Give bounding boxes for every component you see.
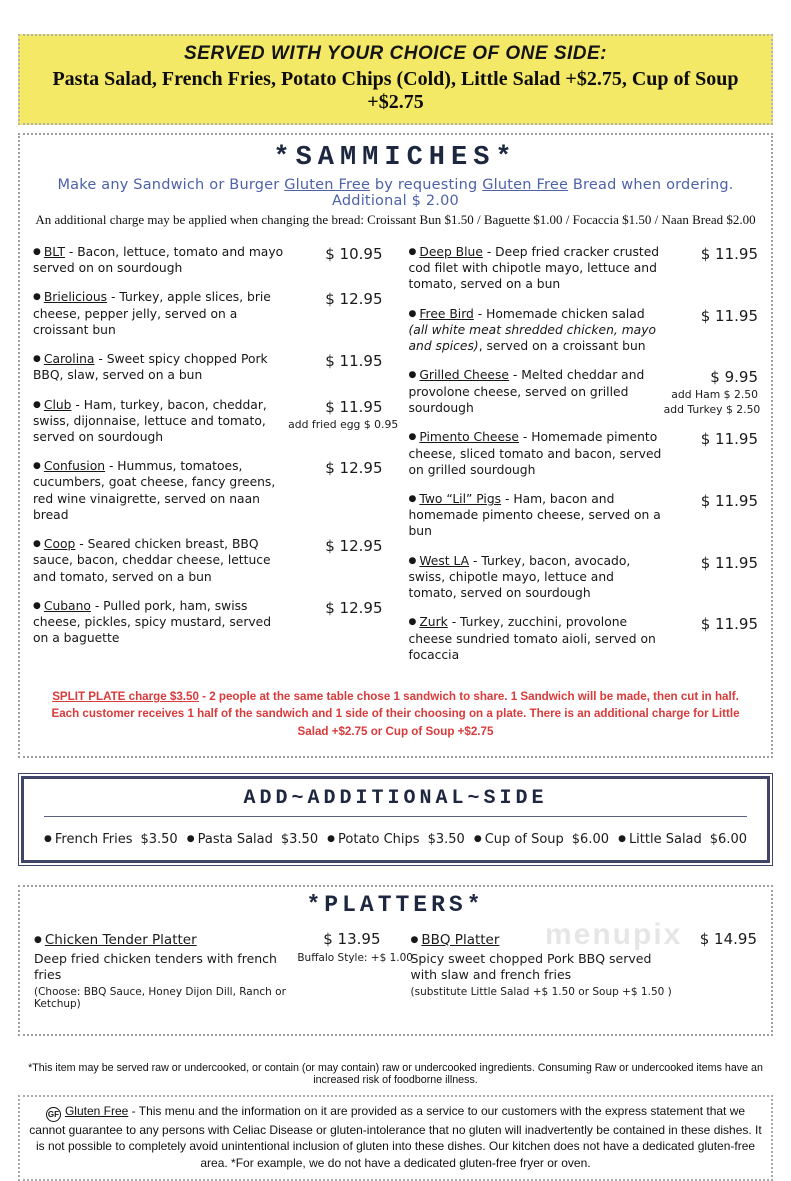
menu-item-price-col (288, 289, 382, 338)
item-desc: - Turkey, zucchini, provolone cheese sundried tomato aioli, served on focaccia (408, 615, 656, 662)
side-price: $3.50 (280, 832, 319, 848)
gluten-free-link-text: Gluten Free (482, 177, 569, 193)
item-desc: - Melted cheddar and provolone cheese, served on grilled sourdough (408, 368, 645, 415)
item-addon-note: add Ham $ 2.50 (671, 388, 758, 402)
side-item (44, 832, 178, 847)
item-desc-after: , served on a croissant bun (478, 339, 646, 354)
bullet-icon: ● (618, 834, 626, 845)
platter-price-col (297, 929, 413, 1010)
menu-item-text (409, 367, 664, 416)
menu-column-left (33, 244, 399, 676)
item-desc: - Sweet spicy chopped Pork BBQ, slaw, served on a bun (33, 352, 268, 383)
menu-item-text (409, 429, 664, 478)
menu-item-price-col (664, 491, 758, 540)
menu-item-text (409, 306, 664, 355)
bullet-icon: ● (33, 247, 41, 257)
menu-item (33, 397, 399, 446)
item-name: Free Bird (419, 306, 474, 321)
item-price: $ 11.95 (700, 553, 758, 572)
side-price: $3.50 (427, 832, 465, 848)
item-price: $ 10.95 (325, 245, 383, 263)
item-price: $ 12.95 (325, 537, 383, 556)
item-price: $ 11.95 (325, 397, 383, 416)
platter-sub-note: (Choose: BBQ Sauce, Honey Dijon Dill, Ranch or Ketchup) (34, 985, 286, 1010)
item-name: Brielicious (43, 290, 108, 305)
menu-item-text (33, 397, 288, 446)
bullet-icon: ● (408, 308, 417, 319)
item-desc: - Ham, turkey, bacon, cheddar, swiss, dijonnaise, lettuce and tomato, served on sourdough (33, 397, 267, 444)
menu-item-text (409, 614, 664, 663)
item-desc: - Hummus, tomatoes, cucumbers, goat cheese, fancy greens, red wine vinaigrette, served on naan bread (33, 459, 276, 522)
item-name: Coop (43, 537, 76, 552)
menu-item (33, 351, 383, 383)
menu-item-price-col (663, 367, 761, 417)
bullet-icon: ● (44, 834, 52, 845)
platters-list (34, 929, 757, 1010)
item-name: Zurk (419, 615, 448, 630)
side-label: Little Salad (628, 832, 702, 848)
item-desc: - Bacon, lettuce, tomato and mayo served on on sourdough (33, 245, 284, 276)
item-name: Cubano (43, 598, 91, 613)
raw-food-disclaimer: *This item may be served raw or undercooked, or contain (or may contain) raw or undercooked ingredients. Consuming Raw or undercooked items have an increased risk of foodborne illness. (28, 1061, 763, 1086)
side-item (474, 832, 609, 847)
platter-price: $ 13.95 (323, 930, 381, 949)
menu-column-right (409, 244, 759, 676)
gluten-free-label: Gluten Free (64, 1103, 129, 1118)
bullet-icon: ● (408, 432, 417, 443)
item-price: $ 11.95 (700, 306, 758, 325)
item-desc: - Homemade chicken salad (477, 306, 645, 321)
menu-item (409, 429, 759, 478)
banner-title: SERVED WITH YOUR CHOICE OF ONE SIDE: (183, 43, 608, 64)
banner-side-options: Pasta Salad, French Fries, Potato Chips (Cold), Little Salad +$2.75, Cup of Soup +$2.75 (52, 68, 739, 113)
item-desc: - Ham, bacon and homemade pimento cheese, served on a bun (408, 491, 661, 539)
item-price: $ 9.95 (710, 368, 758, 387)
item-price: $ 11.95 (700, 430, 758, 449)
menu-item (409, 553, 759, 602)
menu-item (33, 458, 383, 523)
menu-item-text (33, 244, 288, 276)
bullet-icon: ● (408, 555, 417, 566)
item-desc: - Turkey, apple slices, brie cheese, pepper jelly, served on a croissant bun (33, 290, 271, 337)
additional-side-title: ADD~ADDITIONAL~SIDE (243, 787, 548, 811)
menu-item-price-col (288, 458, 382, 523)
bullet-icon: ● (33, 600, 41, 611)
item-name: BLT (43, 245, 65, 259)
side-label: Cup of Soup (484, 832, 564, 848)
menu-item-price-col (288, 244, 382, 276)
side-choice-banner (18, 34, 773, 125)
platter-addon-note: Buffalo Style: +$ 1.00 (297, 952, 413, 965)
bullet-icon: ● (408, 370, 417, 381)
menu-item-price-col (288, 598, 382, 647)
split-plate-text: - 2 people at the same table chose 1 sandwich to share. 1 Sandwich will be made, then cut in half. Each customer receives 1 half of the sandwich and 1 side of their choosing on a plate. There is an additional charge for Little Salad +$2.75 or Cup of Soup +$2.75 (51, 689, 740, 738)
item-addon-note: add Turkey $ 2.50 (663, 403, 761, 417)
item-addon-note: add fried egg $ 0.95 (288, 417, 399, 431)
side-label: French Fries (54, 832, 133, 848)
item-name: Carolina (43, 352, 95, 367)
menu-item-price-col (288, 351, 382, 383)
item-price: $ 11.95 (325, 352, 383, 371)
gluten-free-line (33, 177, 758, 209)
bullet-icon: ● (473, 834, 482, 845)
item-name: Club (43, 397, 72, 412)
gluten-free-disclaimer-box (18, 1095, 773, 1181)
platter-text (34, 929, 297, 1010)
bullet-icon: ● (327, 834, 336, 845)
menu-item-price-col (664, 429, 758, 478)
menu-item-price-col (664, 306, 758, 355)
additional-side-inner (21, 776, 770, 863)
split-plate-note (37, 688, 754, 740)
platter-price-col (674, 929, 757, 1010)
side-item (327, 832, 465, 847)
item-name: West LA (419, 553, 470, 568)
item-price: $ 12.95 (325, 598, 383, 617)
menu-item (409, 244, 759, 293)
menu-item-text (33, 598, 288, 647)
platter-item (34, 929, 413, 1010)
menu-item (33, 244, 383, 276)
side-item (187, 832, 318, 847)
item-price: $ 11.95 (700, 491, 758, 510)
sides-list (44, 832, 747, 847)
sammiches-section (18, 133, 773, 758)
bullet-icon: ● (408, 493, 417, 504)
menu-item-text (409, 244, 664, 293)
menu-item (33, 598, 383, 647)
bullet-icon: ● (33, 539, 41, 550)
menu-item-price-col (664, 614, 758, 663)
platter-text (411, 929, 674, 1010)
item-desc: - Pulled pork, ham, swiss cheese, pickles, spicy mustard, served on a baguette (33, 598, 272, 646)
side-item (618, 832, 747, 847)
additional-side-section (18, 773, 773, 866)
platter-item (411, 929, 758, 1010)
gluten-free-link-text: Gluten Free (284, 177, 371, 193)
item-desc: - Deep fried cracker crusted cod filet with chipotle mayo, lettuce and tomato, served on a bun (408, 245, 660, 292)
menu-item (409, 367, 759, 416)
menu-item-text (409, 553, 664, 602)
platter-name: Chicken Tender Platter (44, 932, 197, 949)
item-name: Deep Blue (419, 245, 483, 259)
bullet-icon: ● (410, 935, 419, 946)
item-price: $ 11.95 (700, 615, 758, 634)
platters-section (18, 885, 773, 1036)
bullet-icon: ● (33, 461, 41, 472)
bullet-icon: ● (33, 292, 41, 303)
platter-sub-note: (substitute Little Salad +$ 1.50 or Soup +$ 1.50 ) (410, 985, 672, 998)
menu-item-price-col (288, 397, 399, 446)
gluten-line-text: Bread when ordering. Additional $ 2.00 (332, 177, 734, 209)
item-name: Two “Lil” Pigs (419, 491, 502, 506)
side-price: $6.00 (709, 832, 747, 848)
side-price: $6.00 (571, 832, 609, 848)
split-plate-charge: SPLIT PLATE charge $3.50 (52, 689, 199, 703)
platter-name: BBQ Platter (421, 932, 500, 949)
menu-item-price-col (288, 536, 382, 585)
menu-item-price-col (664, 244, 758, 293)
sammiches-title: *SAMMICHES* (273, 143, 518, 173)
bullet-icon: ● (408, 617, 417, 628)
bullet-icon: ● (186, 834, 195, 845)
platter-desc: Spicy sweet chopped Pork BBQ served with slaw and french fries (410, 951, 652, 983)
gluten-line-text: by requesting (370, 177, 483, 193)
platters-title: *PLATTERS* (306, 892, 485, 919)
platter-desc: Deep fried chicken tenders with french fries (34, 951, 277, 983)
item-desc: - Homemade pimento cheese, sliced tomato and bacon, served on grilled sourdough (408, 430, 662, 477)
item-price: $ 12.95 (325, 459, 383, 478)
platter-price: $ 14.95 (699, 930, 757, 949)
menu-columns (33, 244, 761, 676)
side-label: Pasta Salad (197, 832, 273, 848)
bullet-icon: ● (408, 247, 417, 257)
menu-item-text (33, 289, 288, 338)
divider (44, 816, 747, 817)
menu-item-text (409, 491, 664, 540)
side-price: $3.50 (140, 832, 178, 848)
item-desc: - Turkey, bacon, avocado, swiss, chipotle mayo, lettuce and tomato, served on sourdough (408, 553, 631, 601)
menu-item-text (33, 536, 288, 585)
bread-charge-line: An additional charge may be applied when changing the bread: Croissant Bun $1.50 / Baguette $1.00 / Focaccia $1.50 / Naan Bread $2.00 (35, 212, 756, 227)
side-label: Potato Chips (338, 832, 420, 848)
menu-item (409, 491, 759, 540)
gluten-free-text: - This menu and the information on it are provided as a service to our customers with the express statement that we cannot guarantee to any persons with Celiac Disease or gluten-intolerance that no gluten will inadvertently be contained in these dishes. It is not possible to completely avoid unintentional inclusion of gluten into these dishes. Our kitchen does not have a dedicated gluten-free area. *For example, we do not have a dedicated gluten-free fryer or oven. (29, 1103, 762, 1171)
bullet-icon: ● (33, 399, 41, 410)
item-price: $ 12.95 (325, 290, 383, 309)
menu-item-price-col (664, 553, 758, 602)
item-desc: - Seared chicken breast, BBQ sauce, bacon, cheddar cheese, lettuce and tomato, served on a bun (33, 537, 271, 584)
menu-item (409, 306, 759, 355)
gluten-free-icon: GF (46, 1107, 61, 1122)
item-name: Pimento Cheese (419, 430, 519, 445)
menu-item (33, 536, 383, 585)
item-desc-italic: (all white meat shredded chicken, mayo and spices) (408, 322, 657, 354)
menu-item (33, 289, 383, 338)
menu-item-text (33, 351, 288, 383)
watermark: menupix (545, 918, 683, 951)
bullet-icon: ● (34, 935, 42, 946)
menu-item (409, 614, 759, 663)
bullet-icon: ● (33, 354, 41, 365)
item-name: Grilled Cheese (419, 368, 509, 383)
menu-item-text (33, 458, 288, 523)
gluten-line-text: Make any Sandwich or Burger (57, 177, 285, 193)
item-name: Confusion (43, 459, 106, 474)
item-price: $ 11.95 (700, 245, 758, 263)
